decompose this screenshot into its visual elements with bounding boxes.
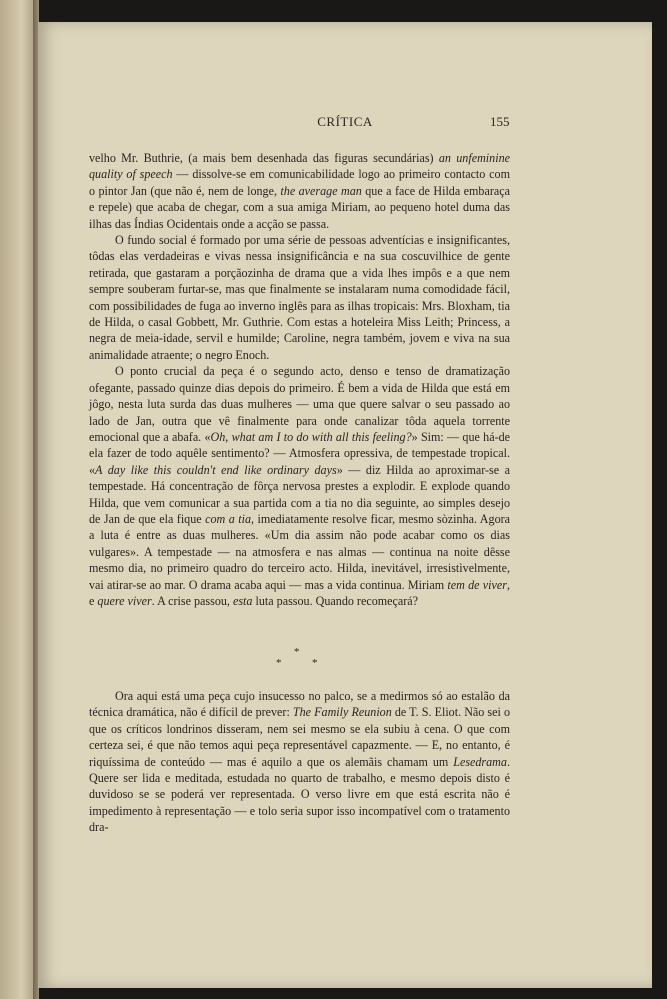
asterisk: * [276,657,282,669]
paragraph-2: O fundo social é formado por uma série de pessoas adventícias e insignificantes, tôdas elas verdadeiras e vivas nessa insignificância e na sua coscuvilhice de gente retirada, que gastaram a porçãozinha de drama que a vida lhes impôs e a que nem sempre souberam furtar-se, mas que finalmente se instalaram numa comodidade fácil, com possibilidades de fuga ao inverno inglês para as ilhas tropicais: Mrs. Bloxham, tia de Hilda, o casal Gobbett, Mr. Guthrie. Com estas a hoteleira Miss Leith; Princess, a negra de meia-idade, servil e humilde; Caroline, negra também, jovem e viva na sua animalidade atraente; o negro Enoch. [89,233,510,362]
italic-quote: A day like this couldn't end like ordinary days [95,462,337,477]
section-separator [38,646,652,686]
asterisk: * [312,657,318,669]
paragraph-3 [89,363,510,609]
asterisk: * [294,646,300,658]
paragraph-4 [89,688,510,836]
adjacent-page-edge [0,0,36,999]
italic-phrase: the average man [280,183,362,198]
italic-phrase: quere viver [97,593,152,608]
text-run: , imediatamente resolve ficar, mesmo sòzinha. Agora a luta é entre as duas mulheres. «Um dia assim não pode acabar como os dias vulgares». A tempestade — na atmosfera e nas almas — continua na noite dêsse mesmo dia, no primeiro quadro do terceiro acto. Hilda, inevitável, irresistìvelmente, vai atirar-se ao mar. O drama acaba aqui — mas a vida continua. Miriam [89,511,511,592]
text-run: O ponto crucial da peça é o segundo acto, denso e tenso de dramatização ofegante, passado quinze dias depois do primeiro. É bem a vida de Hilda que está em jôgo, nesta luta surda das duas mulheres — uma que quere salvar o seu passado ao lado de Jan, outra que vê finalmente para onde canalizar tôda aquela torrente emocional que a abafa. « [89,364,510,444]
paragraph-1 [89,150,510,232]
italic-title: The Family Reunion [292,705,392,720]
italic-phrase: tem de viver [447,577,507,592]
section-one [89,150,510,609]
page-header [38,114,652,134]
text-run: — dissolve-se em comunicabilidade logo ao primeiro contacto com o pintor Jan (que não é, nem de longe, [89,167,510,198]
text-run: . Quere ser lida e meditada, estudada no quarto de trabalho, e mesmo depois disto é duvidoso se se poderá ver representada. O verso livre em que está escrita não é impedimento à representação — e tolo seria supor isso incompatível com o tratamento dra- [89,754,510,835]
text-run: velho Mr. Buthrie, (a mais bem desenhada das figuras secundárias) [89,151,439,165]
text-run: . A crise passou, [151,593,233,608]
italic-quote: Oh, what am I to do with all this feeling? [210,429,412,444]
text-run: de T. S. Eliot. Não sei o que os críticos londrinos disseram, nem sei mesmo se ela subiu à cena. O que com certeza sei, é que não temos aqui peça representável capazmente. — E, no entanto, é riquíssima de conteúdo — mas é aquilo a que os alemãis chamam um [89,705,511,769]
text-run: Ora aqui está uma peça cujo insucesso no palco, se a medirmos só ao estalão da técnica dramática, não é difícil de prever: [89,689,510,720]
page-number: 155 [490,114,510,129]
text-run: que a face de Hilda embaraça e repele) que acaba de chegar, com a sua amiga Miriam, ao pequeno hotel duma das ilhas das Índias Ocidentais onde a acção se passa. [89,183,510,231]
running-head: CRÍTICA [317,114,373,129]
section-two [89,688,510,836]
italic-phrase: an unfeminine quality of speech [89,151,510,182]
text-run: » — diz Hilda ao aproximar-se a tempestade. Há concentração de fôrça nervosa prestes a explodir. E explode quando Hilda, que vem comunicar a sua partida com a tia no dia seguinte, ao simples desejo de Jan de que ela fique [89,462,510,526]
italic-phrase: esta [232,593,253,608]
text-run: , e [89,577,510,608]
text-run: luta passou. Quando recomeçará? [252,593,419,608]
italic-phrase: com a tia [205,511,251,526]
text-run: » Sim: — que há-de ela fazer de todo aquêle sentimento? — Atmosfera opressiva, de tempestade tropical. « [89,429,511,477]
italic-term: Lesedrama [453,754,507,769]
book-page [38,22,652,988]
